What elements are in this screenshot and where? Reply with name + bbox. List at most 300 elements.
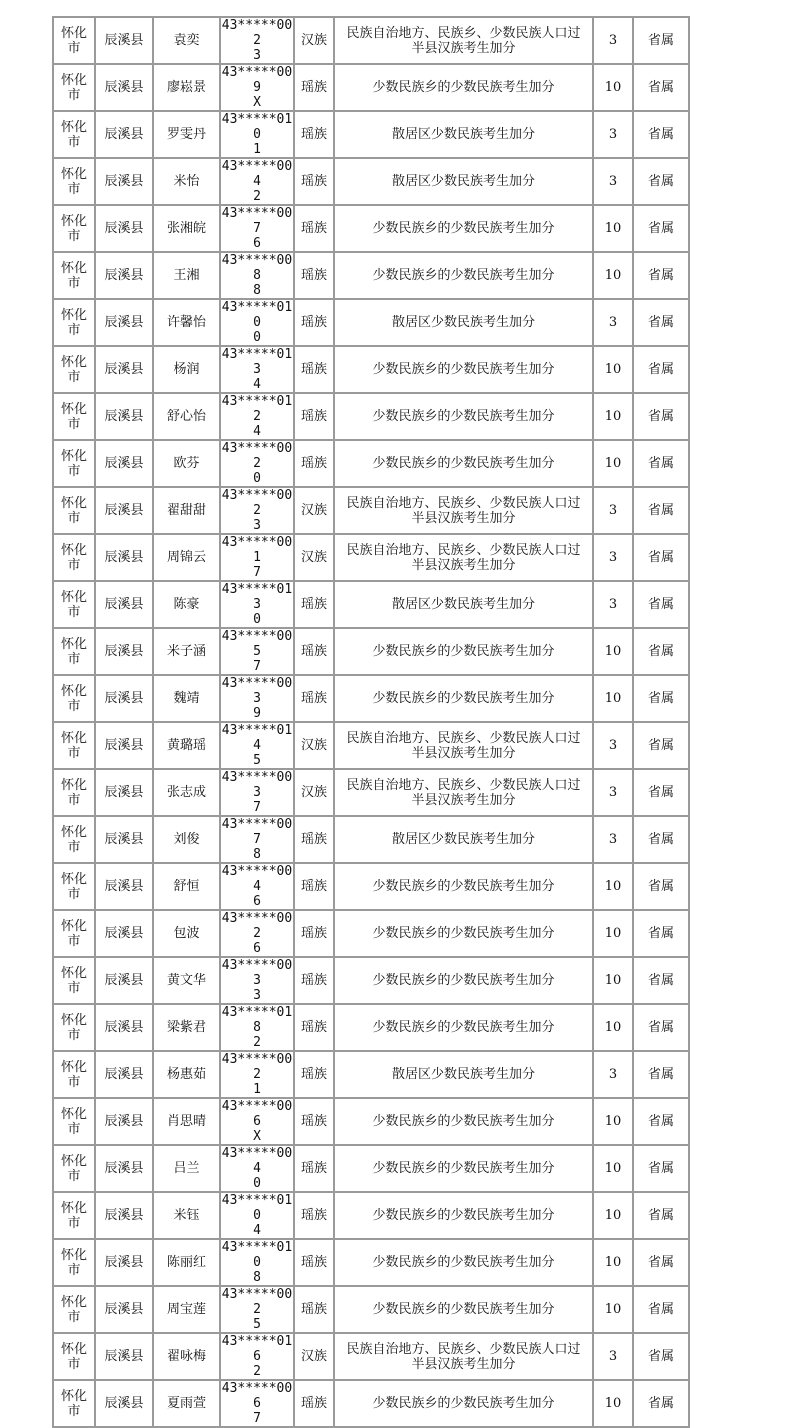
bonus-reason-cell — [335, 864, 592, 909]
ethnicity-cell: 汉族 — [295, 1334, 333, 1379]
student-name-cell: 欧芬 — [154, 441, 219, 486]
bonus-reason-cell — [335, 1146, 592, 1191]
bonus-points-cell: 10 — [594, 347, 632, 392]
ethnicity-cell: 瑶族 — [295, 676, 333, 721]
id-number-line: 6 — [253, 894, 261, 909]
bonus-reason-line: 少数民族乡的少数民族考生加分 — [372, 80, 555, 95]
county-cell: 辰溪县 — [96, 65, 152, 110]
id-number-cell — [221, 253, 293, 298]
level-cell: 省属 — [634, 864, 688, 909]
bonus-points-cell: 10 — [594, 911, 632, 956]
bonus-reason-cell — [335, 770, 592, 815]
table-row — [54, 723, 688, 768]
id-number-line: 43*****010 — [221, 1193, 293, 1223]
bonus-reason-cell — [335, 112, 592, 157]
city-line-1: 怀化 — [60, 918, 87, 934]
bonus-reason-cell — [335, 1287, 592, 1332]
bonus-reason-cell — [335, 676, 592, 721]
city-cell — [54, 582, 94, 627]
bonus-points-cell: 3 — [594, 18, 632, 63]
id-number-cell — [221, 488, 293, 533]
city-line-2: 市 — [67, 745, 81, 761]
bonus-reason-line: 少数民族乡的少数民族考生加分 — [372, 1161, 555, 1176]
id-number-cell — [221, 1287, 293, 1332]
ethnicity-cell: 瑶族 — [295, 1193, 333, 1238]
ethnicity-cell: 汉族 — [295, 18, 333, 63]
city-line-1: 怀化 — [60, 448, 87, 464]
city-cell — [54, 629, 94, 674]
city-line-2: 市 — [67, 1121, 81, 1137]
bonus-reason-line: 少数民族乡的少数民族考生加分 — [372, 1255, 555, 1270]
id-number-cell — [221, 629, 293, 674]
ethnicity-cell: 汉族 — [295, 770, 333, 815]
student-name-cell: 米怡 — [154, 159, 219, 204]
bonus-reason-line: 散居区少数民族考生加分 — [391, 315, 535, 330]
city-cell — [54, 1005, 94, 1050]
ethnicity-cell: 瑶族 — [295, 300, 333, 345]
level-cell: 省属 — [634, 441, 688, 486]
id-number-cell — [221, 864, 293, 909]
city-cell — [54, 394, 94, 439]
id-number-line: X — [253, 95, 261, 110]
county-cell: 辰溪县 — [96, 1099, 152, 1144]
student-name-cell: 张志成 — [154, 770, 219, 815]
bonus-reason-cell — [335, 1240, 592, 1285]
id-number-line: 4 — [253, 424, 261, 439]
level-cell: 省属 — [634, 394, 688, 439]
table-body — [54, 18, 688, 1426]
student-name-cell: 陈豪 — [154, 582, 219, 627]
city-line-2: 市 — [67, 322, 81, 338]
level-cell: 省属 — [634, 206, 688, 251]
id-number-line: 43*****013 — [221, 582, 293, 612]
bonus-reason-cell — [335, 253, 592, 298]
student-name-cell: 杨润 — [154, 347, 219, 392]
bonus-reason-line: 半县汉族考生加分 — [411, 745, 516, 761]
ethnicity-cell: 瑶族 — [295, 1381, 333, 1426]
ethnicity-cell: 瑶族 — [295, 206, 333, 251]
student-name-cell: 舒心怡 — [154, 394, 219, 439]
city-cell — [54, 1052, 94, 1097]
id-number-line: 4 — [253, 1223, 261, 1238]
city-line-1: 怀化 — [60, 25, 87, 41]
id-number-line: 43*****002 — [221, 1287, 293, 1317]
level-cell: 省属 — [634, 1146, 688, 1191]
city-line-1: 怀化 — [60, 401, 87, 417]
city-line-1: 怀化 — [60, 730, 87, 746]
city-cell — [54, 535, 94, 580]
id-number-line: 2 — [253, 189, 261, 204]
bonus-reason-line: 半县汉族考生加分 — [411, 1356, 516, 1372]
student-name-cell: 周宝莲 — [154, 1287, 219, 1332]
bonus-reason-line: 少数民族乡的少数民族考生加分 — [372, 973, 555, 988]
id-number-cell — [221, 958, 293, 1003]
county-cell: 辰溪县 — [96, 1005, 152, 1050]
table-row — [54, 253, 688, 298]
ethnicity-cell: 汉族 — [295, 535, 333, 580]
table-row — [54, 300, 688, 345]
table-row — [54, 629, 688, 674]
city-cell — [54, 676, 94, 721]
bonus-reason-line: 民族自治地方、民族乡、少数民族人口过 — [346, 1341, 581, 1357]
id-number-line: 8 — [253, 1270, 261, 1285]
id-number-line: 43*****007 — [221, 206, 293, 236]
bonus-reason-line: 少数民族乡的少数民族考生加分 — [372, 1302, 555, 1317]
ethnicity-cell: 瑶族 — [295, 1287, 333, 1332]
city-line-1: 怀化 — [60, 1012, 87, 1028]
county-cell: 辰溪县 — [96, 1287, 152, 1332]
ethnicity-cell: 瑶族 — [295, 864, 333, 909]
id-number-line: 7 — [253, 659, 261, 674]
student-name-cell: 魏靖 — [154, 676, 219, 721]
bonus-points-cell: 10 — [594, 864, 632, 909]
county-cell: 辰溪县 — [96, 394, 152, 439]
student-name-cell: 米子涵 — [154, 629, 219, 674]
bonus-reason-cell — [335, 535, 592, 580]
ethnicity-cell: 瑶族 — [295, 65, 333, 110]
city-line-1: 怀化 — [60, 636, 87, 652]
id-number-cell — [221, 112, 293, 157]
city-line-2: 市 — [67, 134, 81, 150]
id-number-line: 43*****002 — [221, 488, 293, 518]
ethnicity-cell: 汉族 — [295, 723, 333, 768]
table-row — [54, 676, 688, 721]
ethnicity-cell: 瑶族 — [295, 112, 333, 157]
id-number-line: 0 — [253, 1176, 261, 1191]
id-number-line: 43*****004 — [221, 159, 293, 189]
bonus-reason-line: 少数民族乡的少数民族考生加分 — [372, 221, 555, 236]
bonus-points-cell: 3 — [594, 817, 632, 862]
id-number-cell — [221, 535, 293, 580]
city-line-2: 市 — [67, 1074, 81, 1090]
level-cell: 省属 — [634, 488, 688, 533]
city-line-1: 怀化 — [60, 1106, 87, 1122]
county-cell: 辰溪县 — [96, 347, 152, 392]
ethnicity-cell: 瑶族 — [295, 817, 333, 862]
id-number-line: 2 — [253, 1364, 261, 1379]
bonus-points-cell: 10 — [594, 1381, 632, 1426]
city-cell — [54, 817, 94, 862]
bonus-points-cell: 10 — [594, 629, 632, 674]
student-name-cell: 肖思晴 — [154, 1099, 219, 1144]
id-number-line: 43*****004 — [221, 1146, 293, 1176]
id-number-line: 6 — [253, 941, 261, 956]
id-number-line: 43*****007 — [221, 817, 293, 847]
id-number-line: 43*****018 — [221, 1005, 293, 1035]
county-cell: 辰溪县 — [96, 676, 152, 721]
bonus-points-cell: 3 — [594, 300, 632, 345]
city-cell — [54, 958, 94, 1003]
bonus-reason-cell — [335, 1193, 592, 1238]
ethnicity-cell: 瑶族 — [295, 347, 333, 392]
id-number-cell — [221, 300, 293, 345]
city-line-2: 市 — [67, 557, 81, 573]
county-cell: 辰溪县 — [96, 253, 152, 298]
id-number-line: 7 — [253, 565, 261, 580]
student-name-cell: 许馨怡 — [154, 300, 219, 345]
bonus-reason-cell — [335, 629, 592, 674]
bonus-reason-line: 少数民族乡的少数民族考生加分 — [372, 926, 555, 941]
ethnicity-cell: 瑶族 — [295, 1052, 333, 1097]
student-name-cell: 周锦云 — [154, 535, 219, 580]
level-cell: 省属 — [634, 1240, 688, 1285]
bonus-reason-line: 少数民族乡的少数民族考生加分 — [372, 456, 555, 471]
city-line-2: 市 — [67, 416, 81, 432]
city-line-2: 市 — [67, 698, 81, 714]
bonus-reason-line: 半县汉族考生加分 — [411, 792, 516, 808]
level-cell: 省属 — [634, 65, 688, 110]
bonus-points-cell: 10 — [594, 1146, 632, 1191]
bonus-points-cell: 10 — [594, 676, 632, 721]
bonus-reason-cell — [335, 911, 592, 956]
id-number-line: 3 — [253, 518, 261, 533]
bonus-points-cell: 10 — [594, 441, 632, 486]
id-number-line: 0 — [253, 471, 261, 486]
bonus-reason-cell — [335, 18, 592, 63]
id-number-line: 43*****014 — [221, 723, 293, 753]
ethnicity-cell: 瑶族 — [295, 582, 333, 627]
bonus-reason-line: 少数民族乡的少数民族考生加分 — [372, 879, 555, 894]
table-row — [54, 347, 688, 392]
student-name-cell: 舒恒 — [154, 864, 219, 909]
id-number-line: 43*****005 — [221, 629, 293, 659]
id-number-line: 2 — [253, 1035, 261, 1050]
id-number-line: 43*****003 — [221, 676, 293, 706]
bonus-reason-line: 民族自治地方、民族乡、少数民族人口过 — [346, 777, 581, 793]
id-number-cell — [221, 911, 293, 956]
id-number-line: 9 — [253, 706, 261, 721]
city-line-2: 市 — [67, 369, 81, 385]
level-cell: 省属 — [634, 911, 688, 956]
city-line-2: 市 — [67, 1403, 81, 1419]
city-line-1: 怀化 — [60, 542, 87, 558]
id-number-cell — [221, 1005, 293, 1050]
table-row — [54, 864, 688, 909]
city-cell — [54, 159, 94, 204]
id-number-line: 43*****010 — [221, 1240, 293, 1270]
id-number-line: 5 — [253, 1317, 261, 1332]
student-name-cell: 吕兰 — [154, 1146, 219, 1191]
id-number-line: 43*****010 — [221, 300, 293, 330]
city-cell — [54, 18, 94, 63]
level-cell: 省属 — [634, 629, 688, 674]
bonus-reason-line: 少数民族乡的少数民族考生加分 — [372, 1114, 555, 1129]
id-number-line: 43*****002 — [221, 18, 293, 48]
student-name-cell: 夏雨萱 — [154, 1381, 219, 1426]
bonus-reason-line: 半县汉族考生加分 — [411, 40, 516, 56]
table-row — [54, 911, 688, 956]
table-row — [54, 441, 688, 486]
county-cell: 辰溪县 — [96, 1193, 152, 1238]
student-name-cell: 黄璐瑶 — [154, 723, 219, 768]
county-cell: 辰溪县 — [96, 723, 152, 768]
city-line-1: 怀化 — [60, 1341, 87, 1357]
id-number-cell — [221, 723, 293, 768]
table-row — [54, 1240, 688, 1285]
city-cell — [54, 723, 94, 768]
city-line-2: 市 — [67, 181, 81, 197]
bonus-reason-cell — [335, 1381, 592, 1426]
id-number-line: 6 — [253, 236, 261, 251]
city-cell — [54, 911, 94, 956]
county-cell: 辰溪县 — [96, 206, 152, 251]
level-cell: 省属 — [634, 1005, 688, 1050]
bonus-reason-line: 民族自治地方、民族乡、少数民族人口过 — [346, 542, 581, 558]
city-line-1: 怀化 — [60, 72, 87, 88]
city-cell — [54, 441, 94, 486]
id-number-line: 43*****013 — [221, 347, 293, 377]
city-line-2: 市 — [67, 839, 81, 855]
city-cell — [54, 864, 94, 909]
student-name-cell: 米钰 — [154, 1193, 219, 1238]
ethnicity-cell: 瑶族 — [295, 253, 333, 298]
id-number-line: 1 — [253, 1082, 261, 1097]
table-row — [54, 582, 688, 627]
id-number-line: 43*****002 — [221, 441, 293, 471]
student-name-cell: 袁奕 — [154, 18, 219, 63]
bonus-points-cell: 10 — [594, 958, 632, 1003]
county-cell: 辰溪县 — [96, 770, 152, 815]
id-number-line: 43*****006 — [221, 1381, 293, 1411]
bonus-reason-line: 少数民族乡的少数民族考生加分 — [372, 1208, 555, 1223]
bonus-points-cell: 3 — [594, 159, 632, 204]
city-cell — [54, 206, 94, 251]
bonus-reason-line: 少数民族乡的少数民族考生加分 — [372, 268, 555, 283]
ethnicity-cell: 瑶族 — [295, 1146, 333, 1191]
table-row — [54, 488, 688, 533]
bonus-points-cell: 10 — [594, 1193, 632, 1238]
table-row — [54, 1381, 688, 1426]
city-cell — [54, 1334, 94, 1379]
table-row — [54, 958, 688, 1003]
city-cell — [54, 112, 94, 157]
student-name-cell: 王湘 — [154, 253, 219, 298]
county-cell: 辰溪县 — [96, 1381, 152, 1426]
city-line-1: 怀化 — [60, 119, 87, 135]
id-number-cell — [221, 582, 293, 627]
bonus-points-table — [52, 16, 690, 1428]
level-cell: 省属 — [634, 582, 688, 627]
id-number-cell — [221, 206, 293, 251]
county-cell: 辰溪县 — [96, 1052, 152, 1097]
ethnicity-cell: 瑶族 — [295, 394, 333, 439]
level-cell: 省属 — [634, 112, 688, 157]
id-number-line: 43*****001 — [221, 535, 293, 565]
bonus-points-cell: 10 — [594, 1005, 632, 1050]
id-number-line: 43*****016 — [221, 1334, 293, 1364]
city-cell — [54, 770, 94, 815]
city-cell — [54, 1146, 94, 1191]
city-line-1: 怀化 — [60, 354, 87, 370]
table-row — [54, 1146, 688, 1191]
city-line-2: 市 — [67, 1262, 81, 1278]
level-cell: 省属 — [634, 958, 688, 1003]
id-number-line: 3 — [253, 988, 261, 1003]
id-number-cell — [221, 394, 293, 439]
county-cell: 辰溪县 — [96, 159, 152, 204]
city-line-1: 怀化 — [60, 166, 87, 182]
bonus-points-cell: 10 — [594, 1240, 632, 1285]
ethnicity-cell: 瑶族 — [295, 958, 333, 1003]
city-line-2: 市 — [67, 40, 81, 56]
city-line-2: 市 — [67, 651, 81, 667]
county-cell: 辰溪县 — [96, 535, 152, 580]
bonus-reason-line: 少数民族乡的少数民族考生加分 — [372, 691, 555, 706]
county-cell: 辰溪县 — [96, 629, 152, 674]
bonus-reason-line: 民族自治地方、民族乡、少数民族人口过 — [346, 495, 581, 511]
county-cell: 辰溪县 — [96, 1146, 152, 1191]
bonus-reason-cell — [335, 723, 592, 768]
id-number-line: 43*****006 — [221, 1099, 293, 1129]
table-row — [54, 1052, 688, 1097]
city-line-1: 怀化 — [60, 1294, 87, 1310]
table-row — [54, 535, 688, 580]
county-cell: 辰溪县 — [96, 441, 152, 486]
city-line-2: 市 — [67, 1309, 81, 1325]
county-cell: 辰溪县 — [96, 911, 152, 956]
city-line-2: 市 — [67, 87, 81, 103]
id-number-line: 43*****010 — [221, 112, 293, 142]
city-line-2: 市 — [67, 933, 81, 949]
level-cell: 省属 — [634, 676, 688, 721]
ethnicity-cell: 瑶族 — [295, 1099, 333, 1144]
level-cell: 省属 — [634, 770, 688, 815]
student-name-cell: 翟咏梅 — [154, 1334, 219, 1379]
city-line-2: 市 — [67, 792, 81, 808]
table-row — [54, 1193, 688, 1238]
bonus-reason-cell — [335, 300, 592, 345]
id-number-line: 7 — [253, 1411, 261, 1426]
bonus-points-cell: 3 — [594, 535, 632, 580]
city-cell — [54, 300, 94, 345]
city-cell — [54, 1381, 94, 1426]
table-row — [54, 770, 688, 815]
bonus-reason-cell — [335, 488, 592, 533]
bonus-reason-cell — [335, 1005, 592, 1050]
id-number-cell — [221, 1146, 293, 1191]
city-cell — [54, 65, 94, 110]
table-row — [54, 159, 688, 204]
bonus-reason-line: 少数民族乡的少数民族考生加分 — [372, 1396, 555, 1411]
level-cell: 省属 — [634, 159, 688, 204]
county-cell: 辰溪县 — [96, 112, 152, 157]
id-number-line: 0 — [253, 612, 261, 627]
id-number-cell — [221, 159, 293, 204]
id-number-cell — [221, 18, 293, 63]
student-name-cell: 张湘皖 — [154, 206, 219, 251]
bonus-reason-cell — [335, 394, 592, 439]
bonus-reason-cell — [335, 159, 592, 204]
level-cell: 省属 — [634, 535, 688, 580]
city-line-2: 市 — [67, 604, 81, 620]
id-number-line: 3 — [253, 48, 261, 63]
bonus-reason-line: 散居区少数民族考生加分 — [391, 127, 535, 142]
student-name-cell: 杨惠茹 — [154, 1052, 219, 1097]
bonus-reason-line: 半县汉族考生加分 — [411, 557, 516, 573]
ethnicity-cell: 汉族 — [295, 488, 333, 533]
level-cell: 省属 — [634, 817, 688, 862]
student-name-cell: 罗雯丹 — [154, 112, 219, 157]
city-line-1: 怀化 — [60, 589, 87, 605]
id-number-cell — [221, 441, 293, 486]
city-line-2: 市 — [67, 886, 81, 902]
city-line-1: 怀化 — [60, 871, 87, 887]
ethnicity-cell: 瑶族 — [295, 629, 333, 674]
id-number-cell — [221, 770, 293, 815]
id-number-line: 1 — [253, 142, 261, 157]
city-line-1: 怀化 — [60, 1059, 87, 1075]
id-number-line: 0 — [253, 330, 261, 345]
